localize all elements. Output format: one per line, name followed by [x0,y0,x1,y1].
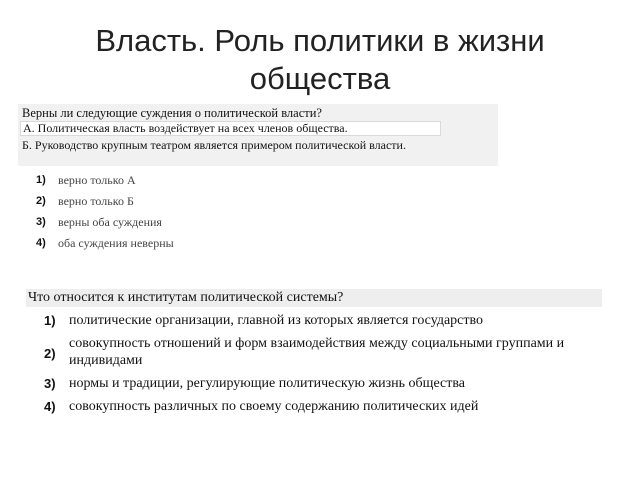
question-1-statement-b: Б. Руководство крупным театром является примером политической власти. [22,138,406,152]
question-2-options [44,312,604,420]
question-2-box [26,289,602,307]
option-number: 3) [44,376,56,391]
option-text: нормы и традиции, регулирующие политическую жизнь общества [69,376,465,391]
question-2-option-1 [44,312,604,335]
option-text: совокупность различных по своему содержанию политических идей [69,399,479,414]
question-2-prompt: Что относится к институтам политической системы? [28,290,344,305]
option-text: верны оба суждения [58,215,162,229]
question-2-option-4 [44,398,604,420]
slide-title: Власть. Роль политики в жизни общества [95,23,545,96]
option-number: 4) [44,399,56,414]
option-text: верно только Б [58,194,134,208]
option-text: политические организации, главной из которых является государство [69,313,483,328]
question-1-box [18,104,498,166]
option-number: 2) [44,346,56,361]
option-number: 4) [36,237,46,249]
question-1-prompt: Верны ли следующие суждения о политической власти? [22,106,322,120]
option-number: 3) [36,216,46,228]
option-number: 1) [36,174,46,186]
option-text: верно только А [58,173,136,187]
option-text: совокупность отношений и форм взаимодействия между социальными группами и индивидами [69,336,565,368]
option-number: 2) [36,195,46,207]
question-2-option-2 [44,335,604,375]
question-2-option-3 [44,375,604,398]
option-number: 1) [44,313,56,328]
question-1-statement-a: А. Политическая власть воздействует на всех членов общества. [20,121,441,136]
option-text: оба суждения неверны [58,236,174,250]
